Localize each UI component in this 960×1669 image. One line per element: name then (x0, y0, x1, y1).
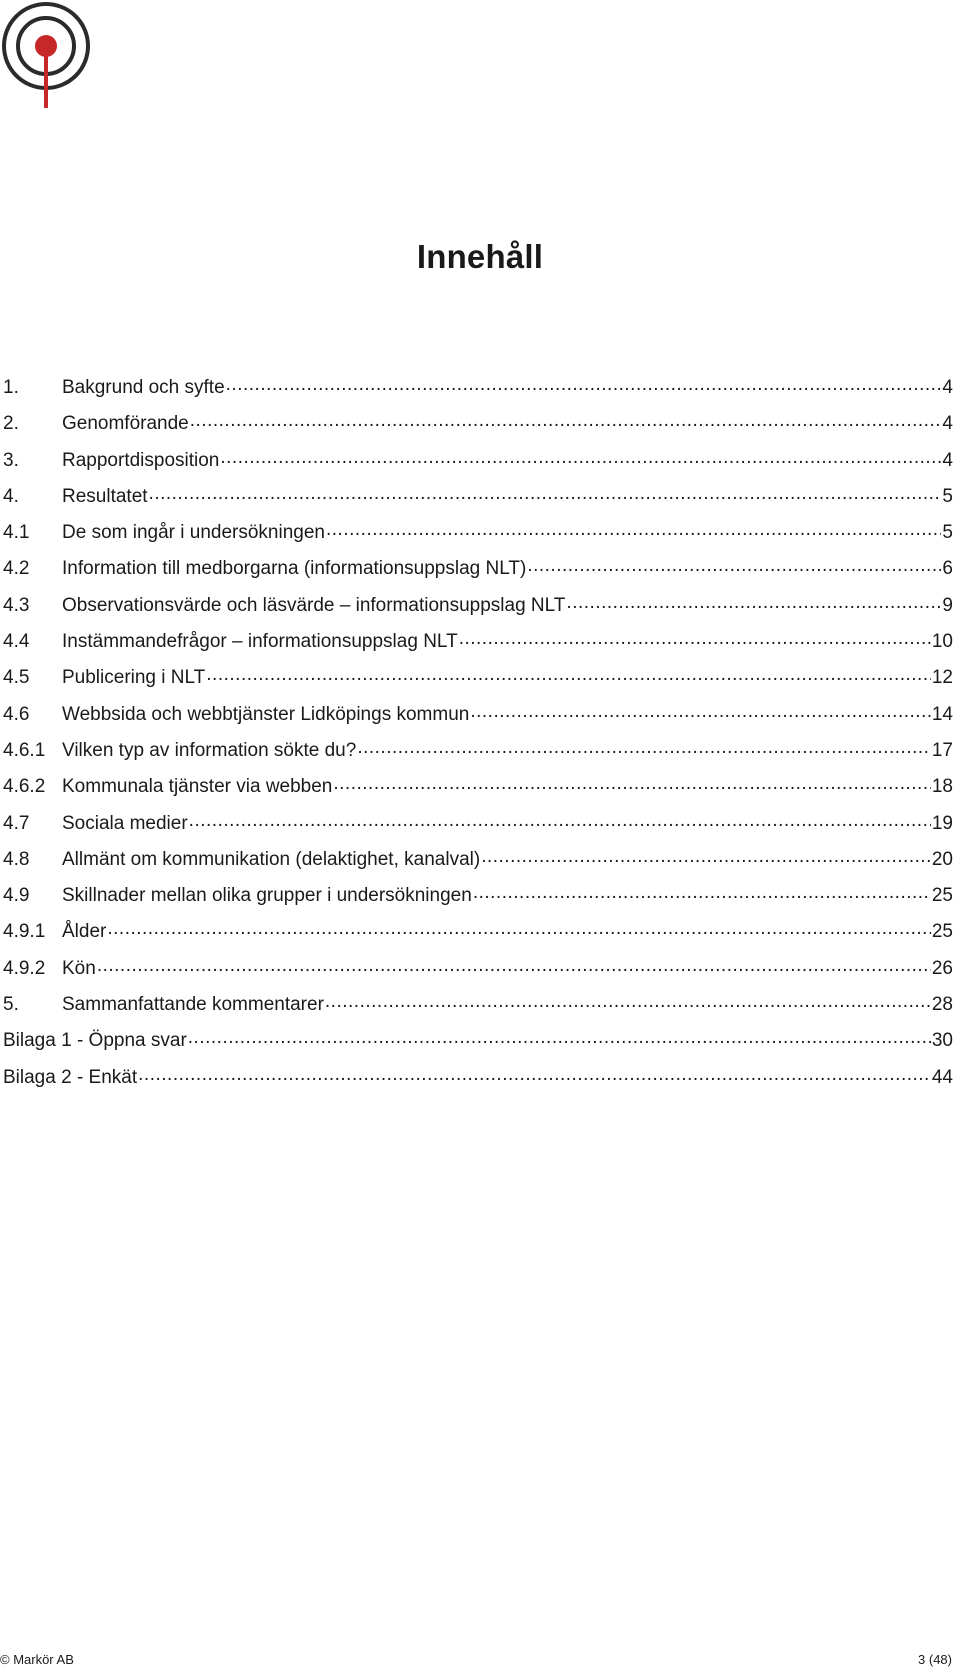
toc-entry-label: De som ingår i undersökningen (62, 522, 325, 544)
toc-dot-leader (326, 519, 941, 538)
toc-entry-number: 3. (3, 449, 19, 471)
toc-dot-leader (566, 592, 941, 611)
toc-entry[interactable] (3, 374, 953, 410)
toc-entry-page: 25 (931, 885, 953, 907)
toc-entry-number: 4.3 (3, 594, 30, 616)
toc-entry-page: 10 (931, 631, 953, 653)
toc-entry-number: 1. (3, 377, 19, 398)
footer-page-number: 3 (48) (918, 1652, 952, 1667)
toc-entry-page: 25 (931, 921, 953, 943)
toc-entry-label: Skillnader mellan olika grupper i undersökningen (62, 885, 472, 907)
toc-entry[interactable] (3, 410, 953, 446)
toc-dot-leader (206, 664, 931, 683)
toc-dot-leader (149, 483, 942, 502)
toc-entry[interactable] (3, 810, 953, 846)
toc-dot-leader (325, 991, 931, 1010)
toc-entry[interactable] (3, 737, 953, 773)
toc-entry-label: Information till medborgarna (informationsuppslag NLT) (62, 558, 527, 580)
toc-entry-page: 9 (942, 594, 953, 616)
toc-entry-page: 26 (931, 957, 953, 979)
toc-entry-number: 4.7 (3, 812, 30, 834)
toc-dot-leader (481, 846, 931, 865)
toc-dot-leader (138, 1064, 931, 1083)
toc-entry-label: Publicering i NLT (62, 667, 206, 689)
toc-entry-number: 4.6 (3, 703, 30, 725)
toc-entry-number: 4.9.1 (3, 921, 46, 943)
toc-entry-number: 4.8 (3, 848, 30, 870)
toc-entry-number: 2. (3, 413, 19, 435)
toc-entry-label: Vilken typ av information sökte du? (62, 739, 357, 761)
toc-entry[interactable] (3, 664, 953, 700)
toc-entry-number: 4.4 (3, 631, 30, 653)
toc-entry[interactable] (3, 483, 953, 519)
toc-entry-label: Bilaga 2 - Enkät (3, 1066, 138, 1088)
toc-entry[interactable] (3, 882, 953, 918)
toc-entry-page: 19 (931, 812, 953, 834)
toc-entry-page: 28 (931, 994, 953, 1016)
toc-entry-page: 14 (931, 703, 953, 725)
toc-dot-leader (188, 1027, 931, 1046)
toc-entry-page: 5 (942, 485, 953, 507)
toc-entry-number: 4.9.2 (3, 957, 46, 979)
toc-dot-leader (107, 918, 931, 937)
toc-entry[interactable] (3, 773, 953, 809)
toc-entry[interactable] (3, 1064, 953, 1100)
toc-entry-number: 4.5 (3, 667, 30, 689)
toc-dot-leader (189, 810, 931, 829)
toc-entry[interactable] (3, 846, 953, 882)
toc-entry-number: 4.6.2 (3, 776, 46, 798)
toc-entry[interactable] (3, 447, 953, 483)
toc-entry[interactable] (3, 1027, 953, 1063)
toc-entry-page: 4 (942, 413, 953, 435)
toc-dot-leader (527, 555, 941, 574)
toc-entry-page: 12 (931, 667, 953, 689)
toc-entry[interactable] (3, 592, 953, 628)
toc-entry-label: Rapportdisposition (62, 449, 220, 471)
toc-dot-leader (226, 374, 942, 393)
toc-entry-label: Ålder (62, 921, 107, 943)
toc-dot-leader (459, 628, 931, 647)
toc-entry[interactable] (3, 555, 953, 591)
toc-entry-page: 5 (942, 522, 953, 544)
toc-entry-page: 20 (931, 848, 953, 870)
toc-entry-page: 44 (931, 1066, 953, 1088)
toc-dot-leader (220, 447, 941, 466)
toc-dot-leader (357, 737, 931, 756)
toc-entry-label: Genomförande (62, 413, 189, 435)
toc-entry-number: 5. (3, 994, 19, 1016)
toc-entry-label: Sammanfattande kommentarer (62, 994, 324, 1016)
toc-entry-label: Instämmandefrågor – informationsuppslag NLT (62, 631, 458, 653)
toc-entry[interactable] (3, 955, 953, 991)
toc-entry-label: Allmänt om kommunikation (delaktighet, kanalval) (62, 848, 481, 870)
toc-entry-page: 18 (931, 776, 953, 798)
toc-entry-number: 4.1 (3, 522, 30, 544)
toc-entry-label: Bakgrund och syfte (62, 377, 225, 398)
toc-entry-number: 4.6.1 (3, 739, 46, 761)
toc-entry-page: 30 (931, 1030, 953, 1052)
toc-entry-page: 4 (942, 377, 953, 398)
toc-entry[interactable] (3, 519, 953, 555)
toc-entry-label: Bilaga 1 - Öppna svar (3, 1030, 187, 1052)
footer-copyright: © Markör AB (0, 1652, 74, 1667)
toc-entry-label: Webbsida och webbtjänster Lidköpings kommun (62, 703, 470, 725)
toc-entry[interactable] (3, 701, 953, 737)
toc-entry-number: 4.9 (3, 885, 30, 907)
toc-entry[interactable] (3, 991, 953, 1027)
toc-dot-leader (473, 882, 931, 901)
toc-entry-number: 4.2 (3, 558, 30, 580)
toc-entry-page: 4 (942, 449, 953, 471)
toc-dot-leader (470, 701, 931, 720)
toc-entry-label: Resultatet (62, 485, 148, 507)
toc-entry-label: Kommunala tjänster via webben (62, 776, 333, 798)
toc-entry-page: 17 (931, 739, 953, 761)
toc-entry-label: Observationsvärde och läsvärde – informationsuppslag NLT (62, 594, 566, 616)
table-of-contents (3, 374, 953, 1100)
toc-entry-label: Sociala medier (62, 812, 188, 834)
toc-entry-number: 4. (3, 485, 19, 507)
toc-entry[interactable] (3, 918, 953, 954)
toc-dot-leader (190, 410, 942, 429)
toc-entry-label: Kön (62, 957, 96, 979)
target-pin-icon (0, 0, 100, 115)
toc-dot-leader (97, 955, 931, 974)
toc-entry-page: 6 (942, 558, 953, 580)
page-title: Innehåll (416, 238, 544, 275)
toc-entry[interactable] (3, 628, 953, 664)
toc-dot-leader (333, 773, 930, 792)
